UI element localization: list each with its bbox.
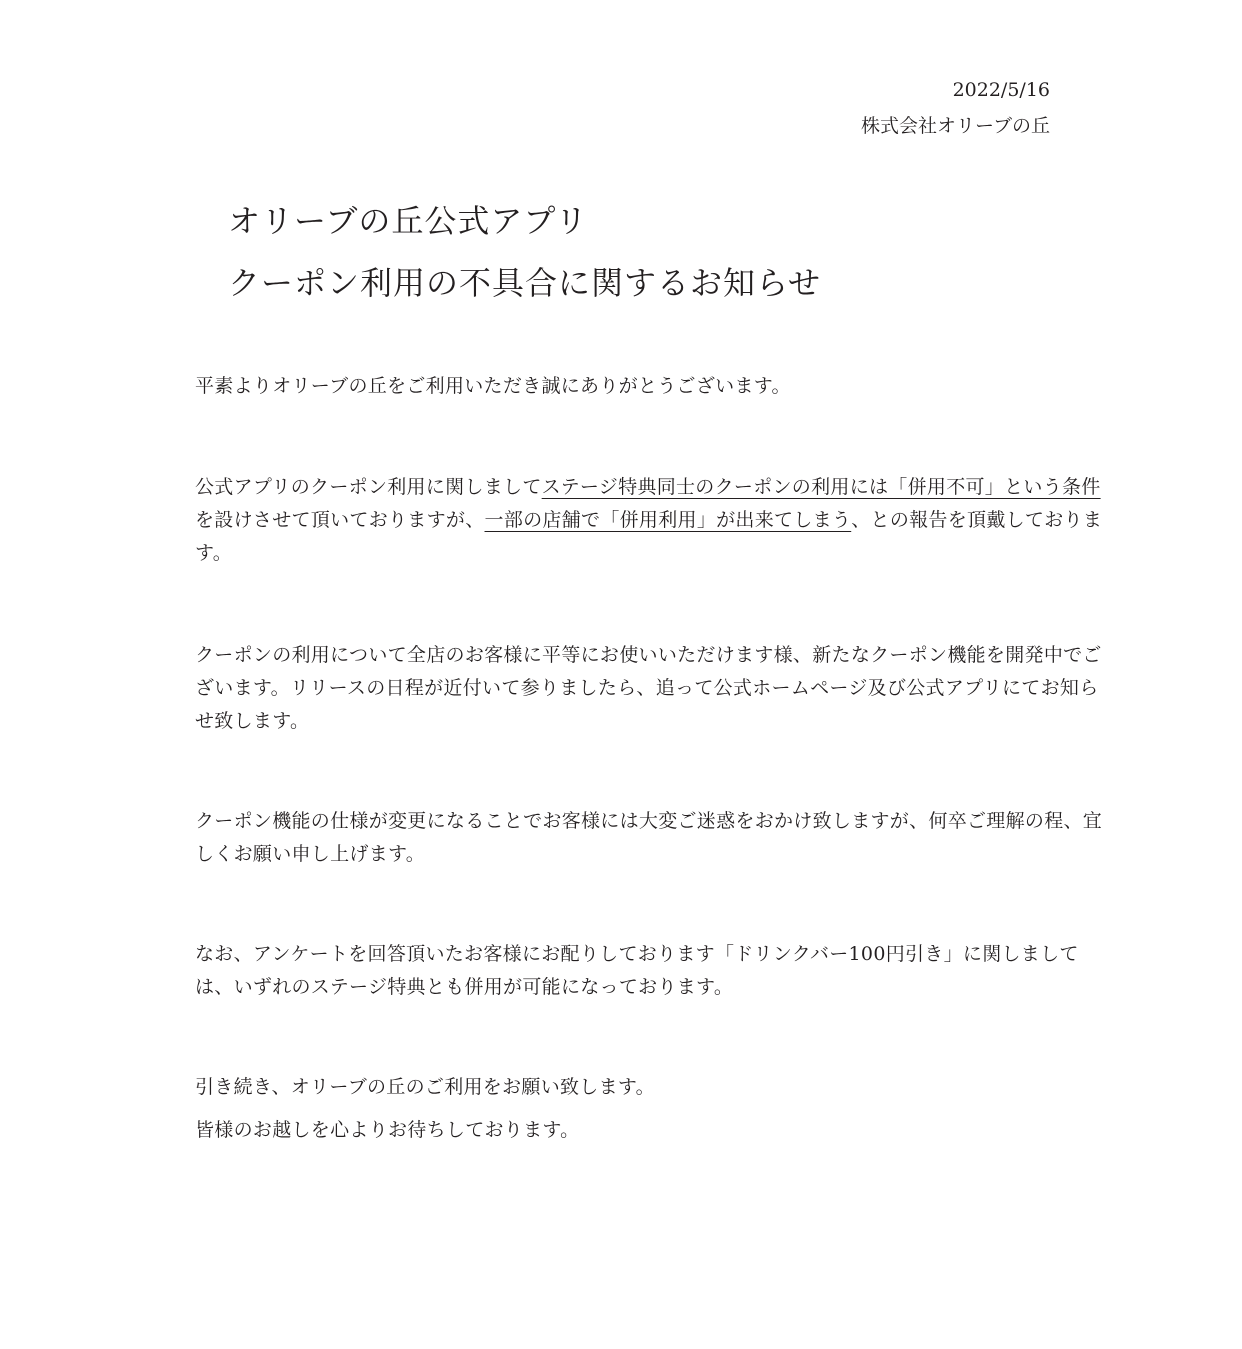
combination-condition-underlined: ステージ特典同士のクーポンの利用には「併用不可」という条件 xyxy=(541,476,1101,498)
coupon-issue-paragraph xyxy=(195,471,1105,570)
coupon-issue-text-3: 、との報告を頂戴しております。 xyxy=(195,509,1103,564)
closing-text-2: 皆様のお越しを心よりお待ちしております。 xyxy=(195,1119,580,1141)
notice-title xyxy=(228,190,821,314)
new-feature-paragraph xyxy=(195,639,1105,738)
coupon-issue-text xyxy=(195,471,1105,570)
title-line-1: オリーブの丘公式アプリ xyxy=(228,202,589,240)
new-feature-text: クーポンの利用について全店のお客様に平等にお使いいただけます様、新たなクーポン機能を開発中でございます。リリースの日程が近付いて参りましたら、追って公式ホームページ及び公式アプリにてお知らせ致します。 xyxy=(195,644,1102,732)
title-line-2: クーポン利用の不具合に関するお知らせ xyxy=(228,264,822,302)
notice-date: 2022/5/16 xyxy=(952,79,1050,101)
drink-bar-paragraph xyxy=(195,938,1105,1004)
company-name: 株式会社オリーブの丘 xyxy=(860,115,1050,137)
greeting-text: 平素よりオリーブの丘をご利用いただき誠にありがとうございます。 xyxy=(195,375,791,397)
apology-paragraph xyxy=(195,805,1105,871)
greeting-paragraph xyxy=(195,370,1105,403)
closing-paragraph xyxy=(195,1071,1105,1147)
coupon-issue-text-1: 公式アプリのクーポン利用に関しまして xyxy=(195,476,542,498)
drink-bar-text: なお、アンケートを回答頂いたお客様にお配りしております「ドリンクバー100円引き」に関しましては、いずれのステージ特典とも併用が可能になっております。 xyxy=(195,943,1079,998)
apology-text: クーポン機能の仕様が変更になることでお客様には大変ご迷惑をおかけ致しますが、何卒ご理解の程、宜しくお願い申し上げます。 xyxy=(195,810,1103,865)
some-stores-underlined: 一部の店舗で「併用利用」が出来てしまう xyxy=(484,509,852,531)
coupon-issue-text-2: を設けさせて頂いておりますが、 xyxy=(195,509,485,531)
notice-header xyxy=(861,72,1050,144)
closing-text-1: 引き続き、オリーブの丘のご利用をお願い致します。 xyxy=(195,1076,655,1098)
